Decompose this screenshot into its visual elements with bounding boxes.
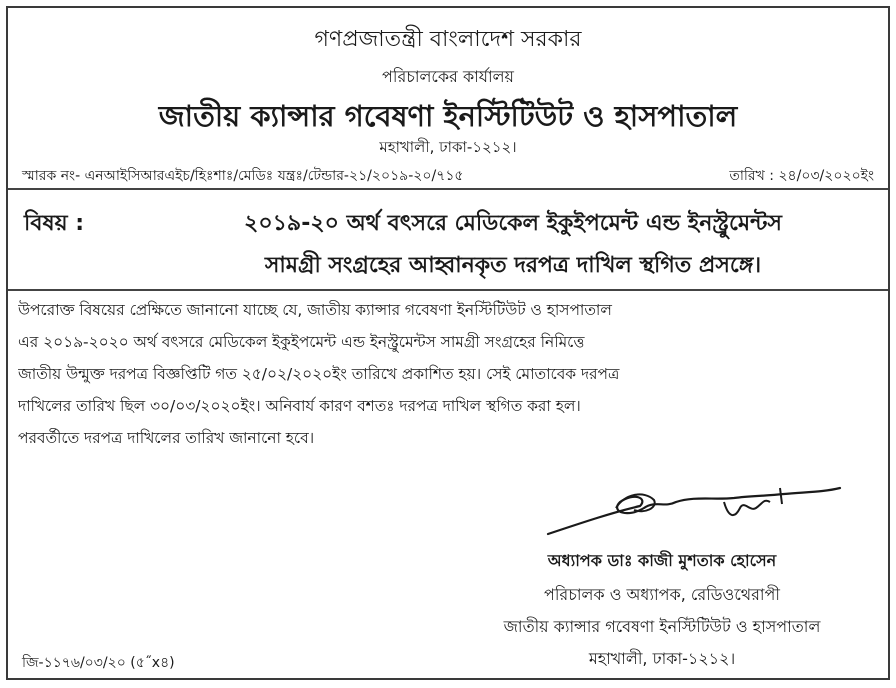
top-divider: [8, 188, 888, 190]
subject-line-2: সামগ্রী সংগ্রহের আহ্বানকৃত দরপত্র দাখিল স্থগিত প্রসঙ্গে।: [264, 253, 762, 278]
signatory-name: অধ্যাপক ডাঃ কাজী মুশতাক হোসেন: [547, 551, 777, 570]
body-line: দাখিলের তারিখ ছিল ৩০/০৩/২০২০ইং। অনিবার্য কারণ বশতঃ দরপত্র দাখিল স্থগিত করা হল।: [18, 397, 581, 415]
handwritten-signature: [544, 478, 844, 542]
body-line: জাতীয় উন্মুক্ত দরপত্র বিজ্ঞপ্তিটি গত ২৫/০২/২০২০ইং তারিখে প্রকাশিত হয়। সেই মোতাবেক দরপত্র: [18, 365, 620, 383]
signatory-designation: পরিচালক ও অধ্যাপক, রেডিওথেরাপী: [543, 585, 780, 604]
subject-label: বিষয় :: [24, 211, 85, 236]
signatory-address: মহাখালী, ঢাকা-১২১২।: [588, 649, 736, 668]
body-line: উপরোক্ত বিষয়ের প্রেক্ষিতে জানানো যাচ্ছে যে, জাতীয় ক্যান্সার গবেষণা ইনস্টিটিউট ও হাসপাতাল: [18, 301, 612, 319]
office-name: পরিচালকের কার্যালয়: [382, 67, 514, 86]
institute-address: মহাখালী, ঢাকা-১২১২।: [379, 138, 517, 156]
body-line: পরবর্তীতে দরপত্র দাখিলের তারিখ জানানো হবে।: [18, 429, 315, 447]
government-title: গণপ্রজাতন্ত্রী বাংলাদেশ সরকার: [314, 27, 582, 52]
notice-page: [6, 6, 890, 680]
subject-divider: [8, 289, 888, 291]
notice-body: [18, 294, 882, 454]
signatory-institute: জাতীয় ক্যান্সার গবেষণা ইনস্টিটিউট ও হাসপাতাল: [503, 617, 821, 636]
publication-code: জি-১১৭৬/০৩/২০ (৫˝x৪): [22, 655, 175, 671]
institute-title: জাতীয় ক্যান্সার গবেষণা ইনস্টিটিউট ও হাসপাতাল: [158, 99, 738, 133]
memo-number: স্মারক নং- এনআইসিআরএইচ/হিঃশাঃ/মেডিঃ যন্ত্রঃ/টেন্ডার-২১/২০১৯-২০/৭১৫: [22, 168, 464, 184]
notice-date: তারিখ : ২৪/০৩/২০২০ইং: [729, 168, 874, 184]
subject-line-1: ২০১৯-২০ অর্থ বৎসরে মেডিকেল ইকুইপমেন্ট এন্ড ইনস্ট্রুমেন্টস: [244, 211, 782, 236]
body-line: এর ২০১৯-২০২০ অর্থ বৎসরে মেডিকেল ইকুইপমেন্ট এন্ড ইনস্ট্রুমেন্টস সামগ্রী সংগ্রহের নিমিত্তে: [18, 333, 585, 351]
